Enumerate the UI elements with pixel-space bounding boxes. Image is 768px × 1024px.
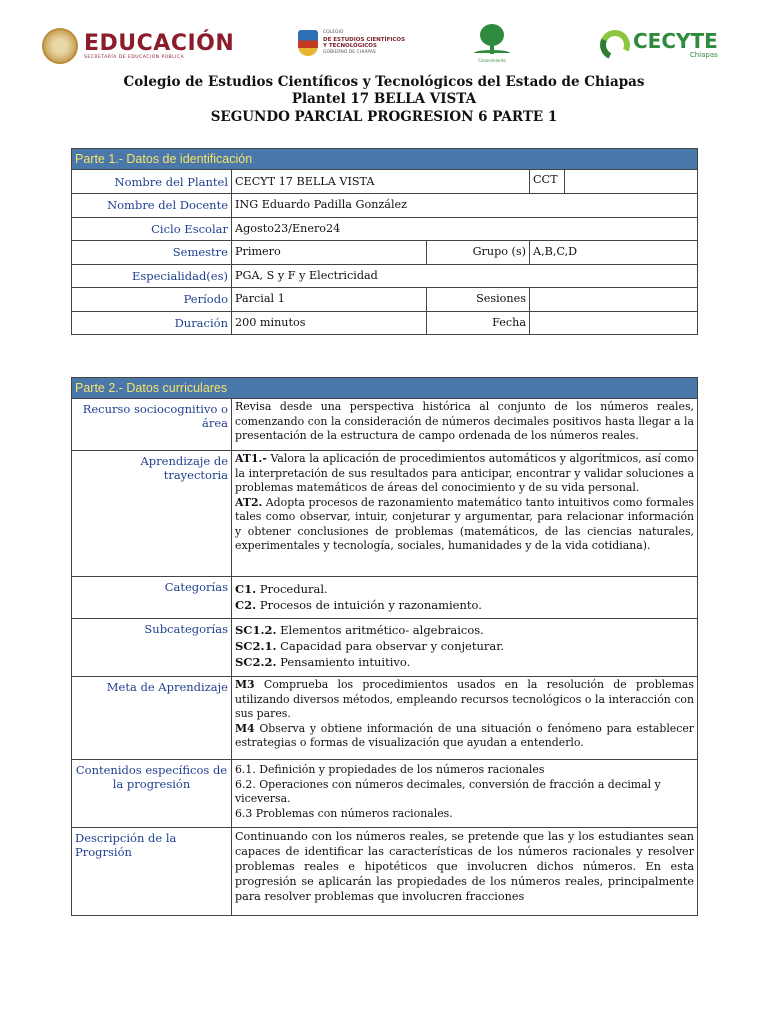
plantel-value: CECYT 17 BELLA VISTA	[232, 170, 530, 194]
contenido-3: 6.3 Problemas con números racionales.	[235, 806, 453, 820]
grupo-value: A,B,C,D	[530, 241, 698, 265]
recurso-label: Recurso sociocognitivo o área	[72, 399, 232, 451]
duracion-label: Duración	[72, 311, 232, 335]
table-row	[72, 760, 698, 828]
cecyte-logo-subtext: Chiapas	[689, 51, 718, 59]
sc22-key: SC2.2.	[235, 655, 277, 669]
duracion-value: 200 minutos	[232, 311, 427, 335]
header-institution: Colegio de Estudios Científicos y Tecnológicos del Estado de Chiapas	[123, 74, 645, 90]
header-document-title: SEGUNDO PARCIAL PROGRESION 6 PARTE 1	[210, 109, 558, 125]
colegio-logo-line-1: COLEGIO	[323, 30, 344, 35]
especialidad-label: Especialidad(es)	[72, 264, 232, 288]
table-row	[72, 241, 698, 265]
table-row	[72, 217, 698, 241]
periodo-label: Período	[72, 288, 232, 312]
sesiones-label: Sesiones	[427, 288, 530, 312]
aprendizaje-label: Aprendizaje de trayectoria	[72, 451, 232, 577]
tree-logo	[470, 24, 514, 63]
c1-key: C1.	[235, 582, 257, 596]
part1-title: Parte 1.- Datos de identificación	[72, 149, 698, 170]
table-row	[72, 264, 698, 288]
m4-text: Observa y obtiene información de una situación o fenómeno para establecer estrategias o formas de visualización que ayudan a entenderlo.	[235, 721, 695, 749]
c2-text: Procesos de intuición y razonamiento.	[256, 598, 482, 612]
table-row	[72, 619, 698, 677]
especialidad-value: PGA, S y F y Electricidad	[232, 264, 698, 288]
colegio-logo-line-2: DE ESTUDIOS CIENTÍFICOS	[323, 36, 406, 43]
docente-value: ING Eduardo Padilla González	[232, 194, 698, 218]
fecha-value	[530, 311, 698, 335]
recurso-value: Revisa desde una perspectiva histórica al conjunto de los números reales, comenzando con la consideración de números decimales positivos hasta llegar a la presentación de la estructura de campo ordenada de los números reales.	[232, 399, 698, 451]
sc22-text: Pensamiento intuitivo.	[276, 655, 411, 669]
cct-value	[565, 170, 697, 193]
tree-book-icon	[470, 24, 514, 58]
descripcion-value: Continuando con los números reales, se pretende que las y los estudiantes sean capaces de identificar las características de los números racionales y resolver problemas reales e hipotéticos que involucren dichos números. En esta progresión se aplicarán las propiedades de los números reales, principalmente para resolver problemas que involucren fracciones	[232, 828, 698, 916]
periodo-value: Parcial 1	[232, 288, 427, 312]
ciclo-label: Ciclo Escolar	[72, 217, 232, 241]
table-row	[72, 677, 698, 760]
cecyte-swirl-icon	[596, 26, 634, 64]
table-row	[72, 577, 698, 619]
m3-text: Comprueba los procedimientos usados en la resolución de problemas utilizando diversos métodos, empleando recursos tecnológicos o la interacción con sus pares.	[235, 678, 695, 720]
colegio-logo-line-4: GOBIERNO DE CHIAPAS	[323, 49, 376, 55]
c2-key: C2.	[235, 598, 257, 612]
table-row	[72, 170, 698, 194]
sep-logo-text: EDUCACIÓN	[84, 30, 235, 56]
contenido-2: 6.2. Operaciones con números decimales, conversión de fracción a decimal y viceversa.	[235, 777, 661, 805]
colegio-logo-line-3: Y TECNOLÓGICOS	[323, 43, 377, 49]
sc21-key: SC2.1.	[235, 639, 277, 653]
sc12-text: Elementos aritmético- algebraicos.	[276, 623, 484, 637]
tree-logo-caption: Conocimiento	[478, 58, 506, 63]
mexico-seal-icon	[42, 28, 78, 64]
table-row	[72, 828, 698, 916]
identification-table	[71, 148, 698, 335]
at1-key: AT1.-	[235, 452, 267, 465]
c1-text: Procedural.	[256, 582, 328, 596]
cecyte-logo	[600, 30, 718, 60]
contenido-1: 6.1. Definición y propiedades de los números racionales	[235, 763, 545, 776]
sep-logo-subtext: SECRETARÍA DE EDUCACIÓN PÚBLICA	[84, 54, 185, 60]
part2-header-row	[72, 378, 698, 399]
semestre-label: Semestre	[72, 241, 232, 265]
part1-header-row	[72, 149, 698, 170]
sc12-key: SC1.2.	[235, 623, 277, 637]
m4-key: M4	[235, 721, 255, 735]
curricular-table	[71, 377, 698, 916]
contenidos-label: Contenidos específicos de la progresión	[72, 760, 232, 828]
grupo-label: Grupo (s)	[427, 241, 530, 265]
chiapas-shield-icon	[298, 30, 318, 56]
descripcion-label: Descripción de la Progrsión	[72, 828, 232, 916]
plantel-label: Nombre del Plantel	[72, 170, 232, 194]
sep-logo	[42, 28, 234, 64]
table-row	[72, 399, 698, 451]
at2-key: AT2.	[235, 495, 263, 509]
at1-text: Valora la aplicación de procedimientos automáticos y algorítmicos, así como la interpretación de sus resultados para anticipar, encontrar y validar soluciones a problemas matemáticos de áreas del conocimiento y de su vida personal.	[235, 452, 695, 494]
table-row	[72, 451, 698, 577]
table-row	[72, 194, 698, 218]
semestre-value: Primero	[232, 241, 427, 265]
cct-label: CCT	[530, 170, 565, 193]
logo-bar	[0, 22, 768, 78]
ciclo-value: Agosto23/Enero24	[232, 217, 698, 241]
meta-label: Meta de Aprendizaje	[72, 677, 232, 760]
header-plantel: Plantel 17 BELLA VISTA	[291, 91, 477, 107]
sc21-text: Capacidad para observar y conjeturar.	[276, 639, 505, 653]
table-row	[72, 288, 698, 312]
sesiones-value	[530, 288, 698, 312]
subcategorias-label: Subcategorías	[72, 619, 232, 677]
colegio-logo	[298, 30, 405, 56]
at2-text: Adopta procesos de razonamiento matemático tanto intuitivos como formales tales como observar, intuir, conjeturar y argumentar, para relacionar información y obtener conclusiones de problemas (matemáticos, de las ciencias naturales, experimentales y tecnología, sociales, humanidades y de la vida cotidiana).	[235, 495, 695, 552]
part2-title: Parte 2.- Datos curriculares	[72, 378, 698, 399]
fecha-label: Fecha	[427, 311, 530, 335]
cecyte-logo-text: CECYTE	[633, 29, 718, 53]
docente-label: Nombre del Docente	[72, 194, 232, 218]
table-row	[72, 311, 698, 335]
categorias-label: Categorías	[72, 577, 232, 619]
m3-key: M3	[235, 678, 255, 691]
